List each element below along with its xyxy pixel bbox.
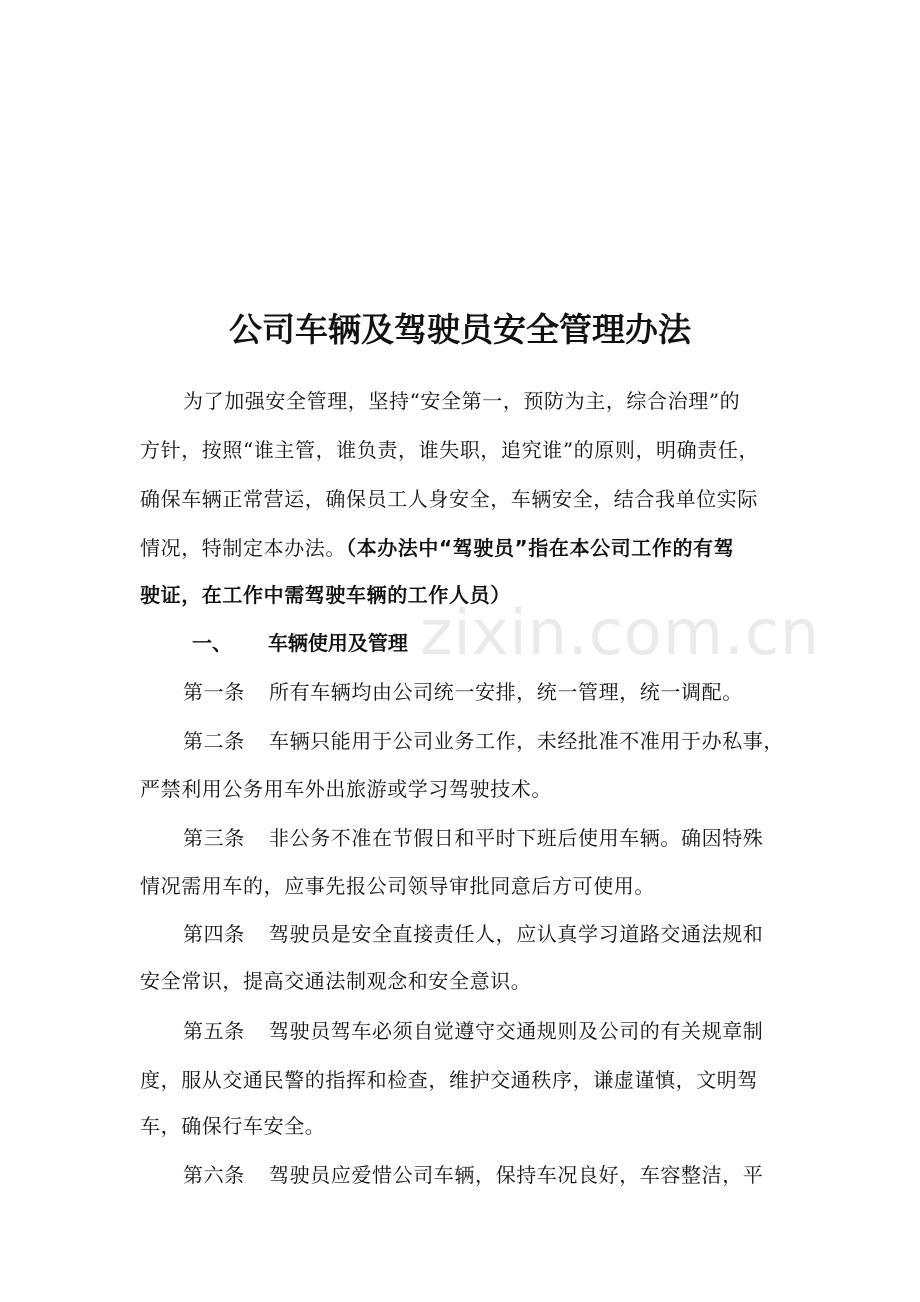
article-6 (183, 1162, 803, 1188)
section-heading (192, 630, 408, 656)
intro-text: 情况，特制定本办法。 (140, 536, 346, 560)
article-text: 车辆只能用于公司业务工作，未经批准不准用于办私事， (269, 729, 784, 753)
article-text: 度，服从交通民警的指挥和检查，维护交通秩序，谦虚谨慎，文明驾 (140, 1068, 758, 1092)
intro-line: 为了加强安全管理，坚持“安全第一，预防为主，综合治理”的 (183, 389, 741, 413)
article-text: 车，确保行车安全。 (140, 1114, 326, 1138)
article-text: 所有车辆均由公司统一安排，统一管理，统一调配。 (269, 680, 743, 704)
intro-line: 确保车辆正常营运，确保员工人身安全，车辆安全，结合我单位实际 (140, 487, 758, 511)
article-label: 第四条 (183, 922, 245, 946)
article-label: 第一条 (183, 680, 245, 704)
article-text: 驾驶员是安全直接责任人，应认真学习道路交通法规和 (269, 922, 764, 946)
intro-line (140, 535, 800, 561)
article-5 (183, 1018, 803, 1044)
article-text: 驾驶员驾车必须自觉遵守交通规则及公司的有关规章制 (269, 1019, 764, 1043)
document-title: 公司车辆及驾驶员安全管理办法 (229, 310, 691, 349)
article-label: 第三条 (183, 826, 245, 850)
article-4 (183, 921, 803, 947)
section-number: 一、 (192, 631, 232, 655)
article-1 (183, 679, 803, 705)
definition-note: 驶证，在工作中需驾驶车辆的工作人员） (140, 583, 511, 607)
definition-note: （本办法中“驾驶员”指在本公司工作的有驾 (346, 536, 735, 560)
article-2 (183, 728, 803, 754)
article-label: 第六条 (183, 1163, 245, 1187)
article-text: 非公务不准在节假日和平时下班后使用车辆。确因特殊 (269, 826, 764, 850)
intro-line: 方针，按照“谁主管，谁负责，谁失职，追究谁”的原则，明确责任， (140, 438, 760, 462)
article-text: 情况需用车的，应事先报公司领导审批同意后方可使用。 (140, 874, 655, 898)
watermark: zixin.com.cn (420, 596, 821, 669)
article-label: 第二条 (183, 729, 245, 753)
article-text: 安全常识，提高交通法制观念和安全意识。 (140, 969, 532, 993)
article-label: 第五条 (183, 1019, 245, 1043)
section-title: 车辆使用及管理 (267, 631, 408, 655)
article-text: 驾驶员应爱惜公司车辆，保持车况良好，车容整洁，平 (269, 1163, 764, 1187)
article-text: 严禁利用公务用车外出旅游或学习驾驶技术。 (140, 777, 552, 801)
article-3 (183, 825, 803, 851)
